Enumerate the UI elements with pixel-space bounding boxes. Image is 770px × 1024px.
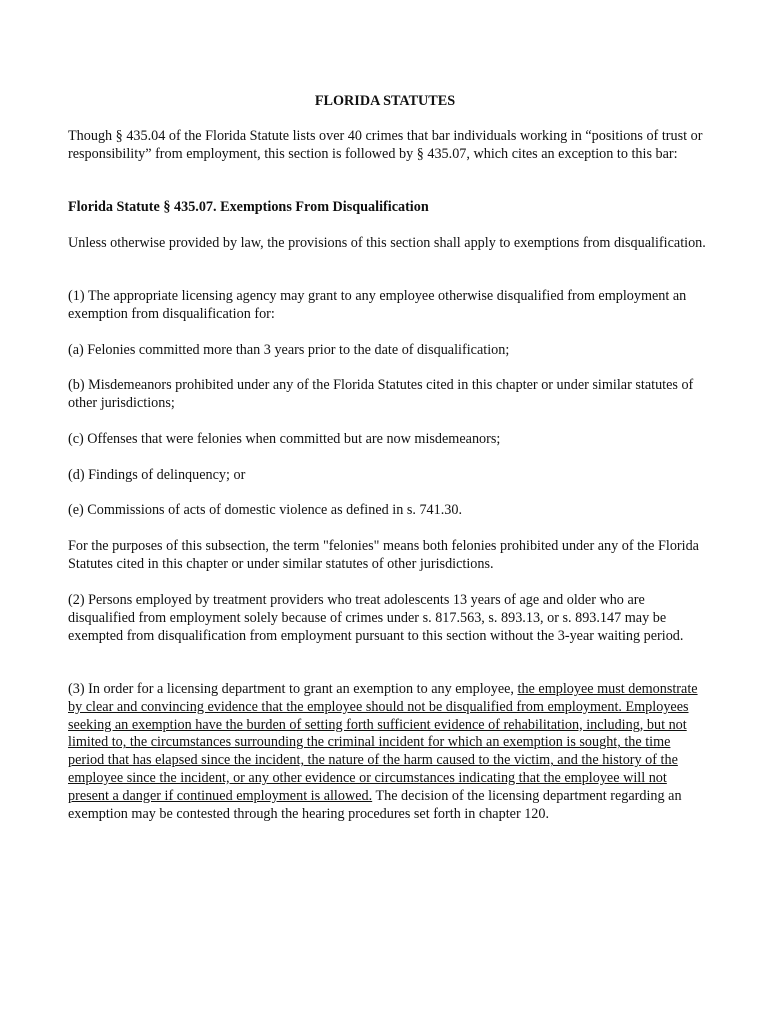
subsection-2-paragraph: (2) Persons employed by treatment providers who treat adolescents 13 years of age and older who are disqualified from employment solely because of crimes under s. 817.563, s. 893.13, or s. 893.147 may be exempted from disqualification from employment pursuant to this section without the 3-year waiting period. (68, 592, 684, 644)
subsection-3-lead: (3) In order for a licensing department to grant an exemption to any employee, (68, 681, 518, 697)
felonies-definition-paragraph: For the purposes of this subsection, the term "felonies" means both felonies prohibited under any of the Florida Statutes cited in this chapter or under similar statutes of other jurisdictions. (68, 538, 699, 572)
subsection-3-trail: The decision of the licensing department regarding an exemption may be contested through the hearing procedures set forth in chapter 120. (68, 787, 682, 822)
intro-paragraph: Though § 435.04 of the Florida Statute lists over 40 crimes that bar individuals working in “positions of trust or responsibility” from employment, this section is followed by § 435.07, which cites an exception to this bar: (68, 128, 703, 162)
item-e: (e) Commissions of acts of domestic violence as defined in s. 741.30. (68, 502, 463, 518)
page-title: FLORIDA STATUTES (314, 93, 456, 109)
item-c: (c) Offenses that were felonies when committed but are now misdemeanors; (68, 431, 501, 447)
statute-heading: Florida Statute § 435.07. Exemptions From Disqualification (68, 199, 429, 215)
item-a: (a) Felonies committed more than 3 years prior to the date of disqualification; (68, 342, 510, 358)
subsection-3-paragraph (68, 681, 708, 823)
subsection-1-paragraph: (1) The appropriate licensing agency may grant to any employee otherwise disqualified from employment an exemption from disqualification for: (68, 288, 687, 322)
subsection-3-underlined-text: the employee must demonstrate by clear and convincing evidence that the employee should not be disqualified from employment. Employees seeking an exemption have the burden of setting forth sufficient evidence of rehabilitation, including, but not limited to, the circumstances surrounding the criminal incident for which an exemption is sought, the time period that has elapsed since the incident, the nature of the harm caused to the victim, and the history of the employee since the incident, or any other evidence or circumstances indicating that the employee will not present a danger if continued employment is allowed. (68, 681, 698, 804)
item-d: (d) Findings of delinquency; or (68, 467, 246, 483)
preamble-paragraph: Unless otherwise provided by law, the provisions of this section shall apply to exemptions from disqualification. (68, 235, 706, 251)
item-b: (b) Misdemeanors prohibited under any of the Florida Statutes cited in this chapter or under similar statutes of other jurisdictions; (68, 377, 694, 411)
